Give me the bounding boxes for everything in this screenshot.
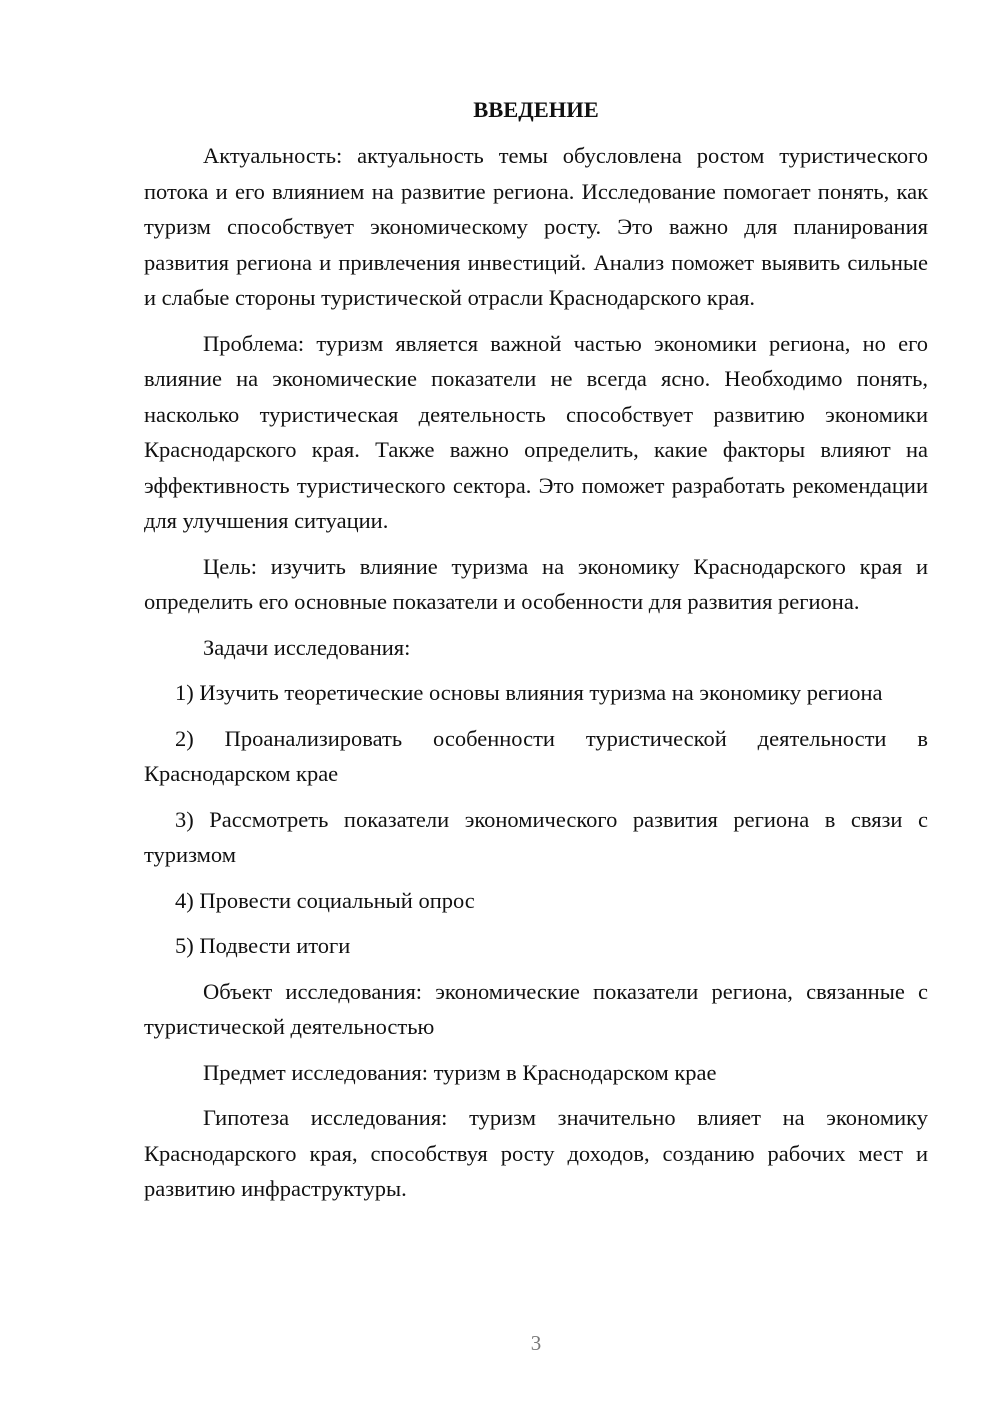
problem-paragraph: Проблема: туризм является важной частью экономики региона, но его влияние на экономические показатели не всегда ясно. Необходимо понять, насколько туристическая деятельность способствует развитию экономики Краснодарского края. Также важно определить, какие факторы влияют на эффективность туристического сектора. Это поможет разработать рекомендации для улучшения ситуации.	[144, 330, 928, 533]
page-number: 3	[530, 1331, 542, 1355]
goal-paragraph: Цель: изучить влияние туризма на экономику Краснодарского края и определить его основные показатели и особенности для развития региона.	[144, 553, 928, 614]
section-title: ВВЕДЕНИЕ	[473, 97, 599, 122]
task-item-1: 1) Изучить теоретические основы влияния туризма на экономику региона	[175, 680, 883, 705]
task-item-2: 2) Проанализировать особенности туристической деятельности в Краснодарском крае	[144, 725, 928, 786]
object-paragraph: Объект исследования: экономические показатели региона, связанные с туристической деятельностью	[144, 978, 928, 1039]
document-page	[144, 92, 928, 1217]
tasks-heading: Задачи исследования:	[203, 634, 411, 660]
task-item-5: 5) Подвести итоги	[175, 933, 351, 958]
task-item-4: 4) Провести социальный опрос	[175, 887, 475, 913]
relevance-paragraph: Актуальность: актуальность темы обусловлена ростом туристического потока и его влиянием на развитие региона. Исследование помогает понять, как туризм способствует экономическому росту. Это важно для планирования развития региона и привлечения инвестиций. Анализ поможет выявить сильные и слабые стороны туристической отрасли Краснодарского края.	[144, 143, 928, 310]
task-item-3: 3) Рассмотреть показатели экономического развития региона в связи с туризмом	[144, 806, 928, 867]
hypothesis-paragraph: Гипотеза исследования: туризм значительно влияет на экономику Краснодарского края, способствуя росту доходов, созданию рабочих мест и развитию инфраструктуры.	[144, 1105, 928, 1201]
subject-paragraph: Предмет исследования: туризм в Краснодарском крае	[203, 1059, 717, 1085]
